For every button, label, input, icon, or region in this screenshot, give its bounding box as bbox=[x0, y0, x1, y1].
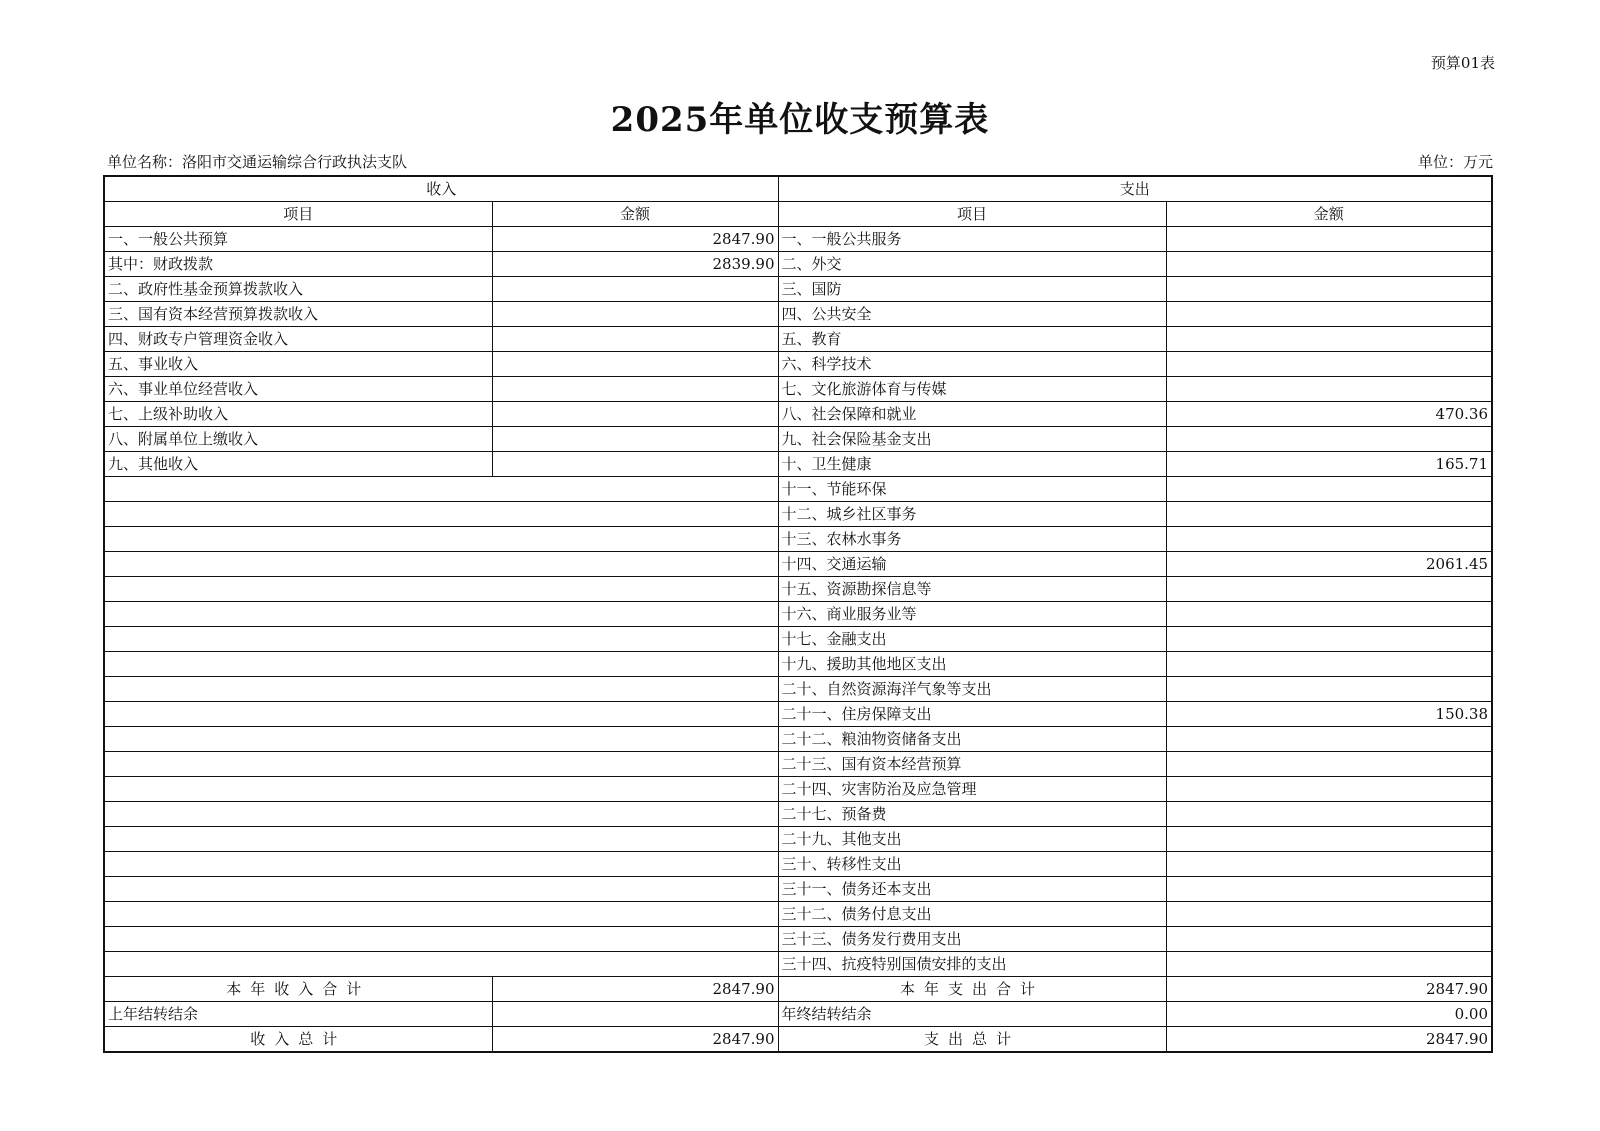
expense-amount-header: 金额 bbox=[1166, 202, 1492, 227]
year-total-row bbox=[104, 977, 1492, 1002]
expense-amount-cell bbox=[1166, 302, 1492, 327]
table-row bbox=[104, 952, 1492, 977]
table-row bbox=[104, 602, 1492, 627]
income-section-header: 收入 bbox=[104, 176, 778, 202]
income-item-cell: 四、财政专户管理资金收入 bbox=[104, 327, 492, 352]
income-empty-cell bbox=[104, 552, 778, 577]
income-item-cell: 二、政府性基金预算拨款收入 bbox=[104, 277, 492, 302]
table-body bbox=[104, 227, 1492, 977]
income-amount-header: 金额 bbox=[492, 202, 778, 227]
carry-over-row bbox=[104, 1002, 1492, 1027]
income-empty-cell bbox=[104, 577, 778, 602]
expense-item-header: 项目 bbox=[778, 202, 1166, 227]
income-empty-cell bbox=[104, 727, 778, 752]
expense-item-cell: 四、公共安全 bbox=[778, 302, 1166, 327]
income-amount-cell bbox=[492, 302, 778, 327]
income-empty-cell bbox=[104, 777, 778, 802]
expense-amount-cell bbox=[1166, 852, 1492, 877]
expense-amount-cell bbox=[1166, 327, 1492, 352]
expense-amount-cell: 150.38 bbox=[1166, 702, 1492, 727]
expense-item-cell: 二、外交 bbox=[778, 252, 1166, 277]
income-empty-cell bbox=[104, 677, 778, 702]
unit-label: 单位：万元 bbox=[1417, 153, 1493, 171]
expense-amount-cell bbox=[1166, 802, 1492, 827]
grand-expense-total-value: 2847.90 bbox=[1166, 1027, 1492, 1053]
year-expense-total-value: 2847.90 bbox=[1166, 977, 1492, 1002]
expense-item-cell: 十三、农林水事务 bbox=[778, 527, 1166, 552]
table-row bbox=[104, 577, 1492, 602]
expense-item-cell: 六、科学技术 bbox=[778, 352, 1166, 377]
income-item-cell: 一、一般公共预算 bbox=[104, 227, 492, 252]
income-empty-cell bbox=[104, 852, 778, 877]
expense-item-cell: 二十四、灾害防治及应急管理 bbox=[778, 777, 1166, 802]
income-empty-cell bbox=[104, 927, 778, 952]
expense-amount-cell: 470.36 bbox=[1166, 402, 1492, 427]
income-amount-cell bbox=[492, 402, 778, 427]
grand-expense-total-label: 支出总计 bbox=[778, 1027, 1166, 1053]
expense-amount-cell bbox=[1166, 677, 1492, 702]
income-item-cell: 五、事业收入 bbox=[104, 352, 492, 377]
income-item-cell: 六、事业单位经营收入 bbox=[104, 377, 492, 402]
expense-amount-cell bbox=[1166, 777, 1492, 802]
table-row bbox=[104, 802, 1492, 827]
section-header-row bbox=[104, 176, 1492, 202]
form-code: 预算01表 bbox=[1430, 54, 1495, 72]
expense-amount-cell bbox=[1166, 952, 1492, 977]
table-row bbox=[104, 277, 1492, 302]
carry-out-label: 年终结转结余 bbox=[778, 1002, 1166, 1027]
expense-amount-cell bbox=[1166, 752, 1492, 777]
expense-item-cell: 十、卫生健康 bbox=[778, 452, 1166, 477]
expense-amount-cell bbox=[1166, 377, 1492, 402]
income-empty-cell bbox=[104, 527, 778, 552]
table-row bbox=[104, 702, 1492, 727]
expense-amount-cell bbox=[1166, 277, 1492, 302]
table-row bbox=[104, 827, 1492, 852]
year-income-total-label: 本年收入合计 bbox=[104, 977, 492, 1002]
expense-amount-cell bbox=[1166, 627, 1492, 652]
table-row bbox=[104, 502, 1492, 527]
table-row bbox=[104, 627, 1492, 652]
expense-item-cell: 十七、金融支出 bbox=[778, 627, 1166, 652]
income-amount-cell bbox=[492, 427, 778, 452]
expense-amount-cell bbox=[1166, 727, 1492, 752]
income-empty-cell bbox=[104, 952, 778, 977]
table-row bbox=[104, 477, 1492, 502]
income-empty-cell bbox=[104, 602, 778, 627]
income-amount-cell: 2847.90 bbox=[492, 227, 778, 252]
table-row bbox=[104, 752, 1492, 777]
income-empty-cell bbox=[104, 652, 778, 677]
expense-item-cell: 五、教育 bbox=[778, 327, 1166, 352]
income-empty-cell bbox=[104, 827, 778, 852]
expense-amount-cell bbox=[1166, 227, 1492, 252]
expense-amount-cell: 2061.45 bbox=[1166, 552, 1492, 577]
income-amount-cell bbox=[492, 452, 778, 477]
income-item-cell: 其中：财政拨款 bbox=[104, 252, 492, 277]
carry-in-value bbox=[492, 1002, 778, 1027]
table-row bbox=[104, 877, 1492, 902]
expense-amount-cell bbox=[1166, 602, 1492, 627]
income-empty-cell bbox=[104, 802, 778, 827]
income-amount-cell bbox=[492, 352, 778, 377]
income-empty-cell bbox=[104, 902, 778, 927]
income-item-cell: 七、上级补助收入 bbox=[104, 402, 492, 427]
expense-amount-cell bbox=[1166, 577, 1492, 602]
income-amount-cell bbox=[492, 377, 778, 402]
income-empty-cell bbox=[104, 702, 778, 727]
income-amount-cell bbox=[492, 327, 778, 352]
income-empty-cell bbox=[104, 752, 778, 777]
expense-item-cell: 二十七、预备费 bbox=[778, 802, 1166, 827]
expense-item-cell: 十五、资源勘探信息等 bbox=[778, 577, 1166, 602]
income-item-cell: 九、其他收入 bbox=[104, 452, 492, 477]
budget-table bbox=[103, 175, 1493, 1053]
table-row bbox=[104, 652, 1492, 677]
table-row bbox=[104, 677, 1492, 702]
expense-item-cell: 九、社会保险基金支出 bbox=[778, 427, 1166, 452]
expense-amount-cell bbox=[1166, 477, 1492, 502]
table-row bbox=[104, 852, 1492, 877]
expense-amount-cell bbox=[1166, 427, 1492, 452]
income-empty-cell bbox=[104, 477, 778, 502]
page-title: 2025年单位收支预算表 bbox=[610, 100, 990, 140]
income-amount-cell: 2839.90 bbox=[492, 252, 778, 277]
income-empty-cell bbox=[104, 627, 778, 652]
table-row bbox=[104, 252, 1492, 277]
income-empty-cell bbox=[104, 502, 778, 527]
income-amount-cell bbox=[492, 277, 778, 302]
expense-section-header: 支出 bbox=[778, 176, 1492, 202]
table-row bbox=[104, 352, 1492, 377]
table-row bbox=[104, 927, 1492, 952]
grand-total-row bbox=[104, 1027, 1492, 1053]
expense-amount-cell bbox=[1166, 827, 1492, 852]
expense-item-cell: 三十三、债务发行费用支出 bbox=[778, 927, 1166, 952]
expense-item-cell: 二十三、国有资本经营预算 bbox=[778, 752, 1166, 777]
year-expense-total-label: 本年支出合计 bbox=[778, 977, 1166, 1002]
expense-item-cell: 八、社会保障和就业 bbox=[778, 402, 1166, 427]
expense-item-cell: 七、文化旅游体育与传媒 bbox=[778, 377, 1166, 402]
carry-out-value: 0.00 bbox=[1166, 1002, 1492, 1027]
expense-amount-cell: 165.71 bbox=[1166, 452, 1492, 477]
grand-income-total-label: 收入总计 bbox=[104, 1027, 492, 1053]
expense-amount-cell bbox=[1166, 502, 1492, 527]
expense-item-cell: 十六、商业服务业等 bbox=[778, 602, 1166, 627]
expense-amount-cell bbox=[1166, 902, 1492, 927]
expense-item-cell: 一、一般公共服务 bbox=[778, 227, 1166, 252]
expense-item-cell: 二十、自然资源海洋气象等支出 bbox=[778, 677, 1166, 702]
income-item-cell: 三、国有资本经营预算拨款收入 bbox=[104, 302, 492, 327]
table-row bbox=[104, 527, 1492, 552]
income-item-cell: 八、附属单位上缴收入 bbox=[104, 427, 492, 452]
expense-amount-cell bbox=[1166, 877, 1492, 902]
expense-item-cell: 三十一、债务还本支出 bbox=[778, 877, 1166, 902]
expense-item-cell: 三十、转移性支出 bbox=[778, 852, 1166, 877]
expense-item-cell: 十一、节能环保 bbox=[778, 477, 1166, 502]
table-row bbox=[104, 327, 1492, 352]
expense-item-cell: 十九、援助其他地区支出 bbox=[778, 652, 1166, 677]
table-row bbox=[104, 452, 1492, 477]
expense-item-cell: 十四、交通运输 bbox=[778, 552, 1166, 577]
expense-item-cell: 二十九、其他支出 bbox=[778, 827, 1166, 852]
table-row bbox=[104, 427, 1492, 452]
unit-name: 单位名称：洛阳市交通运输综合行政执法支队 bbox=[107, 153, 408, 171]
column-header-row bbox=[104, 202, 1492, 227]
expense-item-cell: 二十一、住房保障支出 bbox=[778, 702, 1166, 727]
table-row bbox=[104, 227, 1492, 252]
table-row bbox=[104, 552, 1492, 577]
table-row bbox=[104, 902, 1492, 927]
table-row bbox=[104, 402, 1492, 427]
table-row bbox=[104, 377, 1492, 402]
expense-item-cell: 二十二、粮油物资储备支出 bbox=[778, 727, 1166, 752]
grand-income-total-value: 2847.90 bbox=[492, 1027, 778, 1053]
table-row bbox=[104, 302, 1492, 327]
expense-amount-cell bbox=[1166, 352, 1492, 377]
expense-amount-cell bbox=[1166, 252, 1492, 277]
table-row bbox=[104, 727, 1492, 752]
table-row bbox=[104, 777, 1492, 802]
expense-amount-cell bbox=[1166, 527, 1492, 552]
income-item-header: 项目 bbox=[104, 202, 492, 227]
expense-amount-cell bbox=[1166, 927, 1492, 952]
income-empty-cell bbox=[104, 877, 778, 902]
expense-item-cell: 三、国防 bbox=[778, 277, 1166, 302]
expense-amount-cell bbox=[1166, 652, 1492, 677]
year-income-total-value: 2847.90 bbox=[492, 977, 778, 1002]
expense-item-cell: 三十二、债务付息支出 bbox=[778, 902, 1166, 927]
expense-item-cell: 十二、城乡社区事务 bbox=[778, 502, 1166, 527]
expense-item-cell: 三十四、抗疫特别国债安排的支出 bbox=[778, 952, 1166, 977]
carry-in-label: 上年结转结余 bbox=[104, 1002, 492, 1027]
